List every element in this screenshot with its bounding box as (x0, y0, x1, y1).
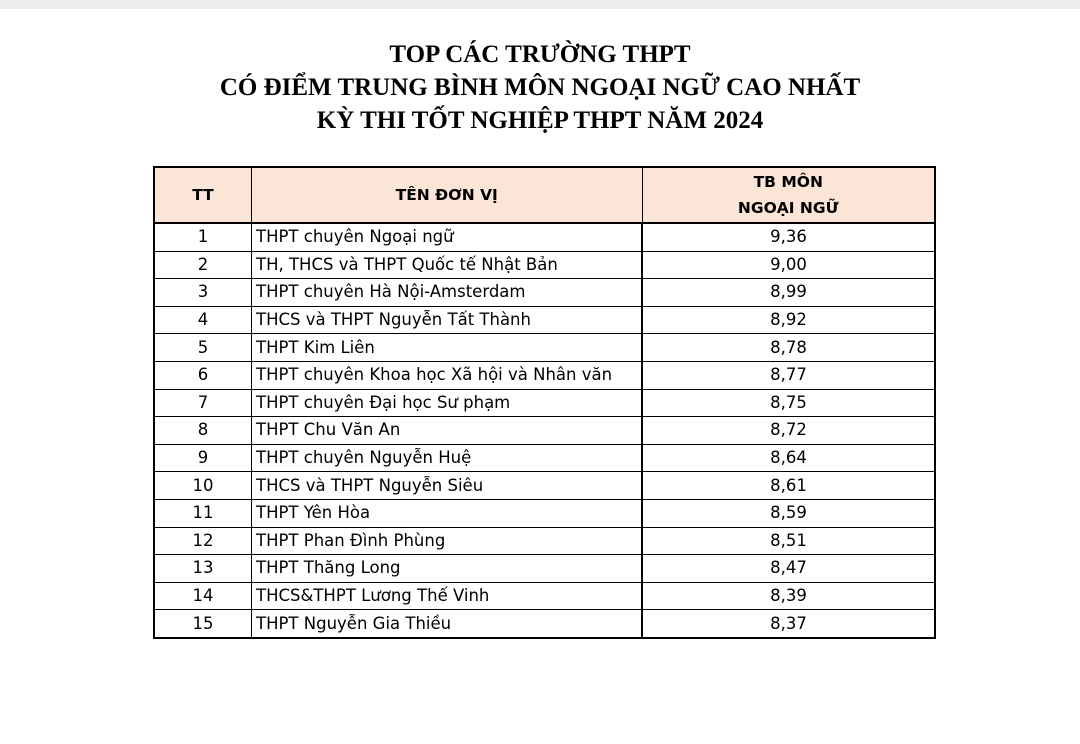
table-row (154, 334, 935, 362)
cell-name: TH, THCS và THPT Quốc tế Nhật Bản (252, 251, 643, 279)
cell-tt: 1 (154, 223, 252, 251)
cell-name: THCS&THPT Lương Thế Vinh (252, 582, 643, 610)
table-row (154, 389, 935, 417)
table-row (154, 555, 935, 583)
cell-name: THPT chuyên Đại học Sư phạm (252, 389, 643, 417)
cell-score: 8,72 (642, 417, 935, 445)
cell-name: THPT chuyên Hà Nội-Amsterdam (252, 279, 643, 307)
table-row (154, 306, 935, 334)
cell-score: 8,61 (642, 472, 935, 500)
cell-score: 8,47 (642, 555, 935, 583)
cell-tt: 12 (154, 527, 252, 555)
table-header-row (154, 167, 935, 223)
cell-score: 8,37 (642, 610, 935, 638)
table-row (154, 279, 935, 307)
table-row (154, 223, 935, 251)
header-score-line-2: NGOẠI NGỮ (737, 199, 839, 217)
cell-score: 9,00 (642, 251, 935, 279)
cell-tt: 4 (154, 306, 252, 334)
cell-tt: 13 (154, 555, 252, 583)
title-line-3: KỲ THI TỐT NGHIỆP THPT NĂM 2024 (316, 107, 764, 134)
table-row (154, 361, 935, 389)
cell-name: THPT Thăng Long (252, 555, 643, 583)
cell-name: THPT Phan Đình Phùng (252, 527, 643, 555)
cell-name: THCS và THPT Nguyễn Siêu (252, 472, 643, 500)
cell-name: THPT chuyên Ngoại ngữ (252, 223, 643, 251)
table-row (154, 610, 935, 638)
cell-score: 8,39 (642, 582, 935, 610)
cell-tt: 6 (154, 361, 252, 389)
cell-tt: 5 (154, 334, 252, 362)
title-line-2: CÓ ĐIỂM TRUNG BÌNH MÔN NGOẠI NGỮ CAO NHẤT (219, 74, 861, 101)
cell-score: 9,36 (642, 223, 935, 251)
cell-name: THPT Kim Liên (252, 334, 643, 362)
table-row (154, 499, 935, 527)
cell-score: 8,99 (642, 279, 935, 307)
results-table (153, 166, 936, 639)
cell-score: 8,51 (642, 527, 935, 555)
cell-tt: 11 (154, 499, 252, 527)
cell-score: 8,77 (642, 361, 935, 389)
table-row (154, 472, 935, 500)
table-row (154, 417, 935, 445)
document-title (0, 38, 1080, 137)
cell-name: THPT chuyên Nguyễn Huệ (252, 444, 643, 472)
cell-name: THCS và THPT Nguyễn Tất Thành (252, 306, 643, 334)
header-tt: TT (154, 167, 252, 223)
cell-name: THPT Chu Văn An (252, 417, 643, 445)
cell-name: THPT Yên Hòa (252, 499, 643, 527)
table-row (154, 582, 935, 610)
cell-score: 8,64 (642, 444, 935, 472)
cell-tt: 9 (154, 444, 252, 472)
cell-tt: 7 (154, 389, 252, 417)
cell-score: 8,78 (642, 334, 935, 362)
cell-tt: 14 (154, 582, 252, 610)
cell-score: 8,59 (642, 499, 935, 527)
cell-tt: 3 (154, 279, 252, 307)
cell-tt: 10 (154, 472, 252, 500)
header-score-line-1: TB MÔN (753, 173, 823, 191)
cell-tt: 8 (154, 417, 252, 445)
title-line-1: TOP CÁC TRƯỜNG THPT (389, 41, 691, 68)
cell-score: 8,75 (642, 389, 935, 417)
cell-tt: 15 (154, 610, 252, 638)
table-row (154, 527, 935, 555)
cell-score: 8,92 (642, 306, 935, 334)
table-row (154, 251, 935, 279)
top-strip (0, 0, 1080, 9)
table-row (154, 444, 935, 472)
cell-tt: 2 (154, 251, 252, 279)
cell-name: THPT chuyên Khoa học Xã hội và Nhân văn (252, 361, 643, 389)
header-name: TÊN ĐƠN VỊ (252, 167, 643, 223)
cell-name: THPT Nguyễn Gia Thiều (252, 610, 643, 638)
header-score (642, 167, 935, 223)
